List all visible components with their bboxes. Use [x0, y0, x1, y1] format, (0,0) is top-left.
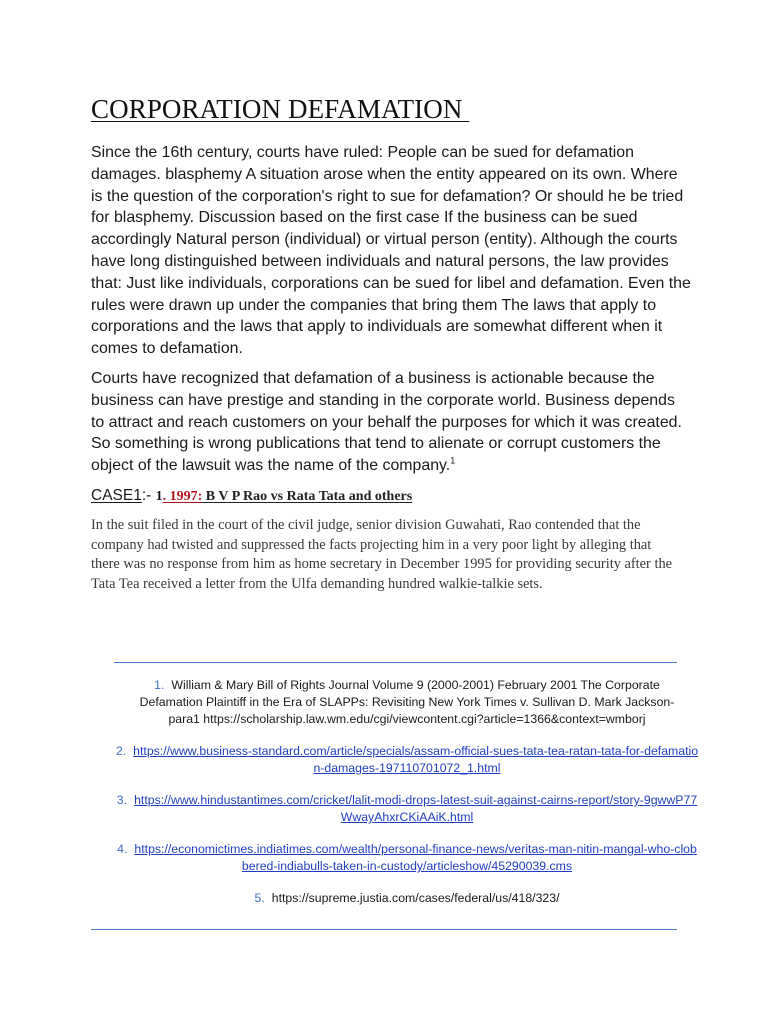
body-paragraph-2-text: Courts have recognized that defamation of a business is actionable because the business can have prestige and standing in the corporate world. Business depends to attract and reach customers on your behalf the purposes for which it was created. So something is wrong publications that tend to alienate or corrupt customers the object of the lawsuit was the name of the company. [91, 370, 682, 475]
footnote-link[interactable]: https://www.business-standard.com/article/specials/assam-official-sues-tata-tea-ratan-tata-for-defamation-damages-197110701072_1.html [133, 744, 699, 775]
case-name: B V P Rao vs Rata Tata and others [202, 489, 413, 504]
footnote-number: 4. [117, 842, 128, 856]
case-heading [91, 487, 412, 505]
footnote-number: 5. [254, 891, 265, 905]
body-paragraph-1: Since the 16th century, courts have ruled: People can be sued for defamation damages. blasphemy A situation arose when the entity appeared on its own. Where is the question of the corporation's right to sue for defamation? Or should he be tried for blasphemy. Discussion based on the first case If the business can be sued accordingly Natural person (individual) or virtual person (entity). Although the courts have long distinguished between individuals and natural persons, the law provides that: Just like individuals, corporations can be sued for libel and defamation. Even the rules were drawn up under the companies that bring them The laws that apply to corporations and the laws that apply to individuals are somewhat different when it comes to defamation. [91, 144, 691, 358]
footnote-text: https://supreme.justia.com/cases/federal/us/418/323/ [271, 891, 560, 905]
footnote-list [114, 677, 700, 922]
body-paragraph-2 [91, 368, 691, 477]
footnote-item [114, 890, 700, 907]
footnote-item [114, 743, 700, 777]
footnote-link[interactable]: https://www.hindustantimes.com/cricket/lalit-modi-drops-latest-suit-against-cairns-report/story-9gwwP77WwayAhxrCKiAAiK.html [134, 793, 698, 824]
footnote-reference[interactable]: 1 [450, 455, 456, 466]
case-separator: :- [141, 487, 156, 504]
footnote-number: 2. [115, 744, 127, 758]
footnote-divider-top [114, 662, 677, 663]
footnote-text: William & Mary Bill of Rights Journal Volume 9 (2000-2001) February 2001 The Corporate Defamation Plaintiff in the Era of SLAPPs: Revisiting New York Times v. Sullivan D. Mark Jackson-para1 https://scholarship.law.wm.edu/cgi/viewcontent.cgi?article=1366&context=wmborj [139, 678, 675, 726]
footnote-link[interactable]: https://economictimes.indiatimes.com/wealth/personal-finance-news/veritas-man-nitin-mangal-who-clobbered-indiabulls-taken-in-custody/articleshow/45290039.cms [134, 842, 697, 873]
case-year: . 1997: [162, 489, 203, 504]
case-number: 1 [155, 489, 163, 504]
case-label: CASE1 [91, 487, 142, 504]
footnote-divider-bottom [91, 929, 677, 930]
document-title: CORPORATION DEFAMATION [91, 94, 470, 124]
footnote-item [114, 677, 700, 728]
footnote-number: 1. [154, 678, 165, 692]
case-body: In the suit filed in the court of the civil judge, senior division Guwahati, Rao contended that the company had twisted and suppressed the facts projecting him in a very poor light by alleging that there was no response from him as home secretary in December 1995 for providing security after the Tata Tea received a letter from the Ulfa demanding hundred walkie-talkie sets. [91, 517, 673, 593]
footnote-item [114, 841, 700, 875]
footnote-item [114, 792, 700, 826]
footnote-number: 3. [116, 793, 128, 807]
